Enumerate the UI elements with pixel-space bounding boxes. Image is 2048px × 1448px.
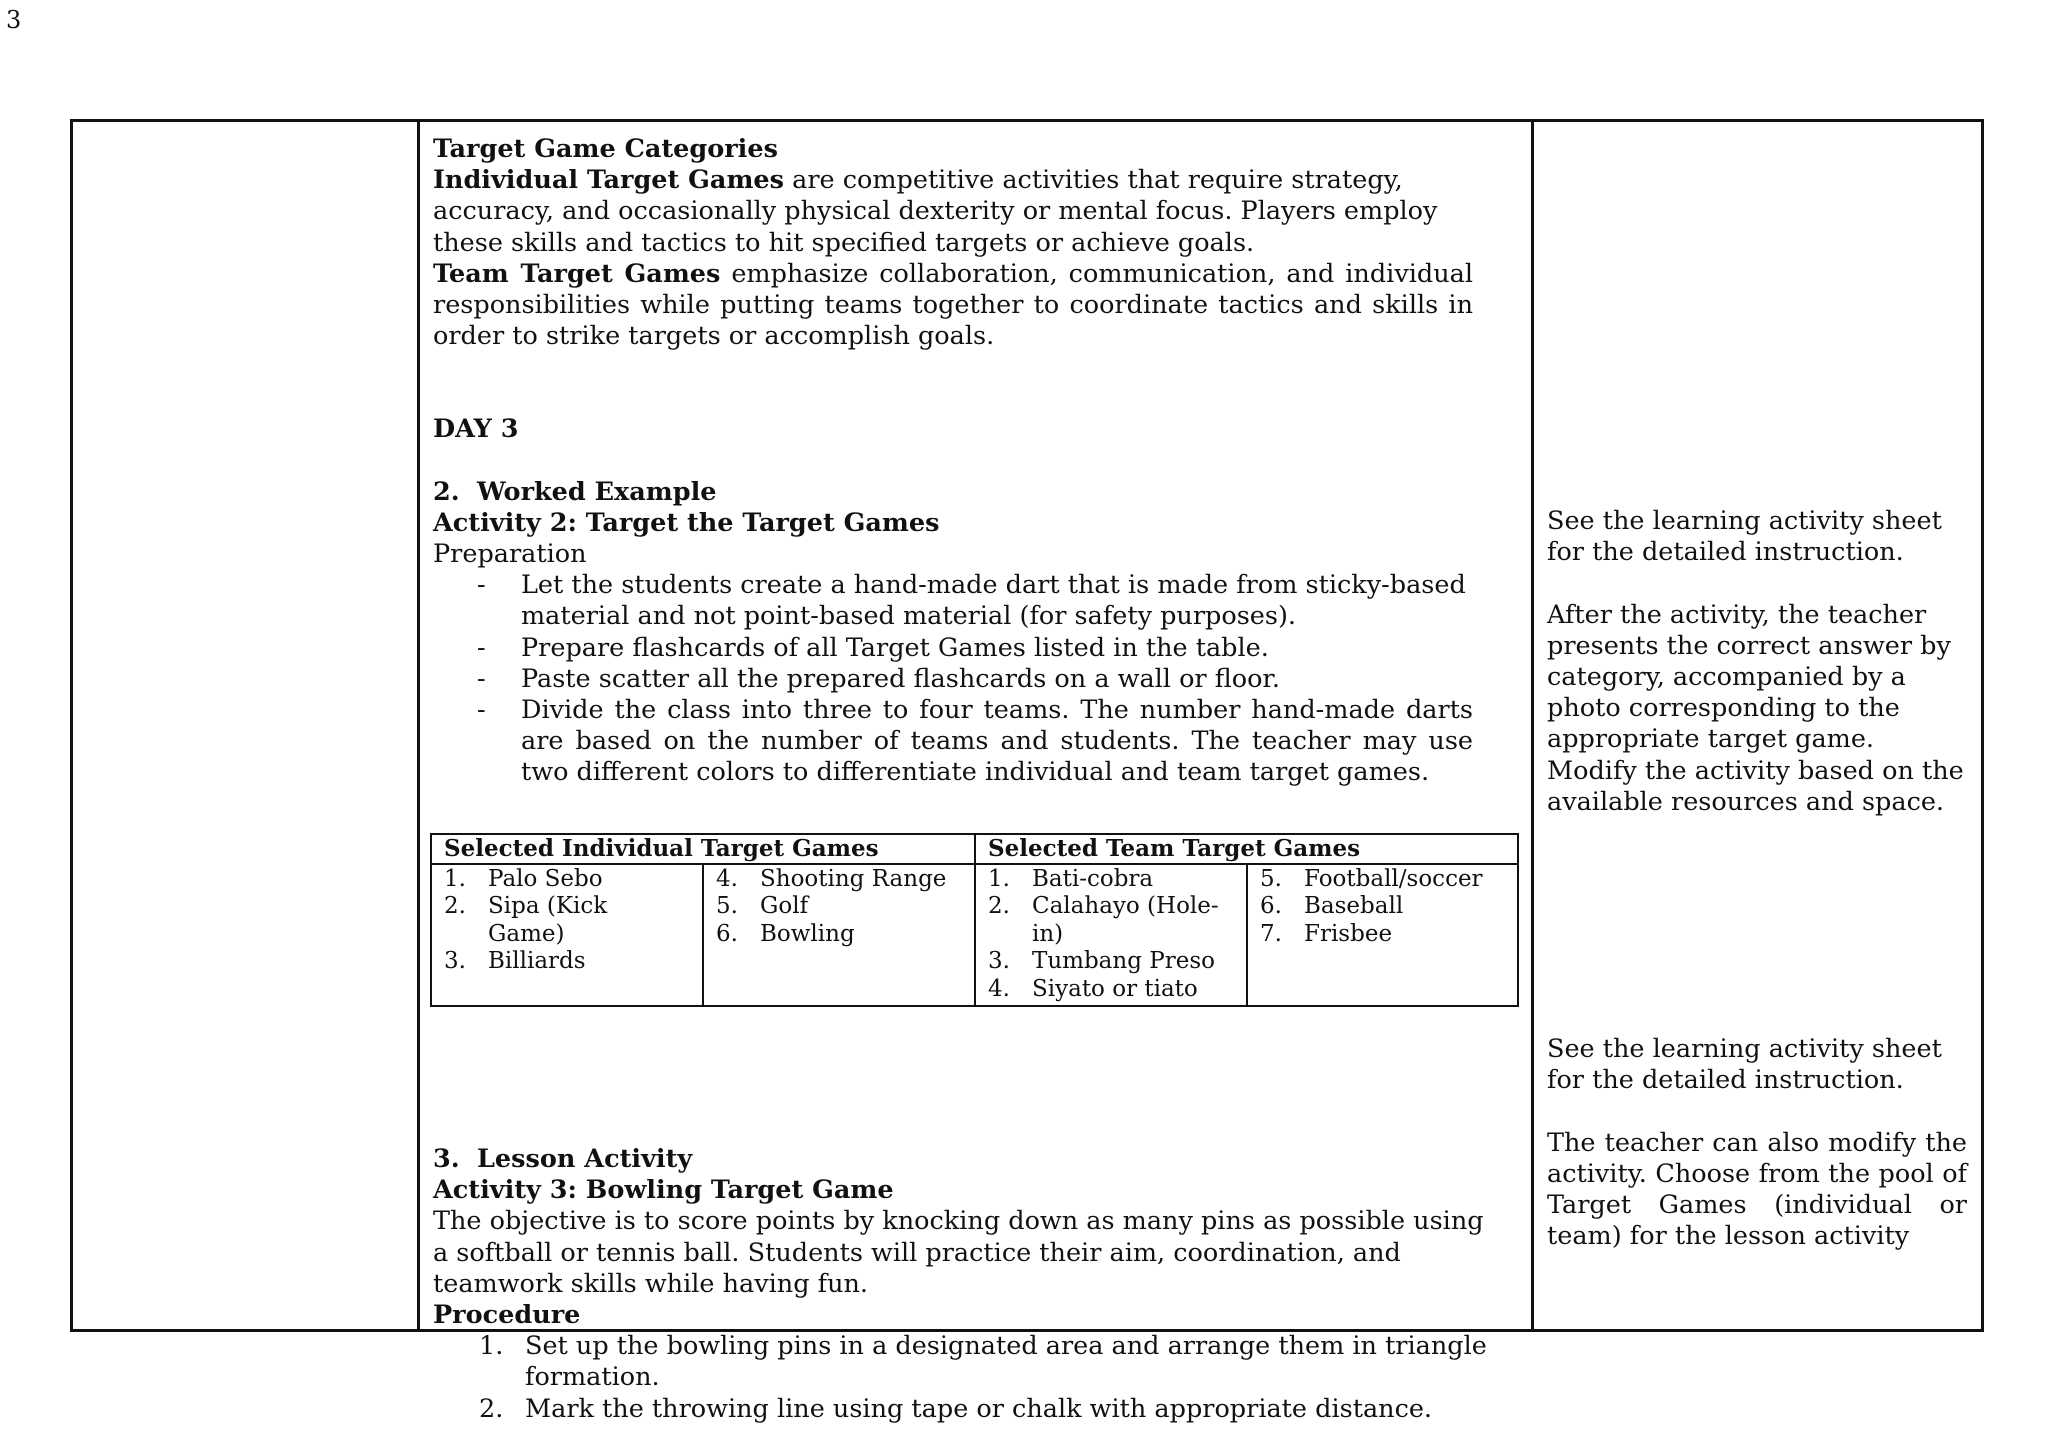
list-item <box>988 948 1234 976</box>
item-number: 4. <box>716 865 738 892</box>
list-item <box>988 866 1234 894</box>
individual-games-cell-2 <box>703 864 975 1007</box>
dash-marker: - <box>477 695 486 726</box>
spacer <box>433 446 1473 477</box>
game-name: Calahayo (Hole-in) <box>1032 893 1219 947</box>
table-header-row <box>431 834 1518 864</box>
individual-term: Individual Target Games <box>433 165 785 196</box>
procedure-text: Mark the throwing line using tape or chalk with appropriate distance. <box>525 1393 1433 1424</box>
left-column <box>73 122 420 1329</box>
list-item <box>433 695 1473 789</box>
game-name: Billiards <box>488 948 586 974</box>
list-item <box>433 664 1473 695</box>
game-name: Bowling <box>760 920 855 947</box>
game-name: Golf <box>760 893 809 919</box>
list-item <box>988 976 1234 1004</box>
list-item <box>716 893 962 921</box>
item-number: 2. <box>988 893 1010 919</box>
main-column <box>420 122 1534 1424</box>
procedure-text: Set up the bowling pins in a designated area and arrange them in triangle formation. <box>525 1331 1487 1393</box>
step-text: Paste scatter all the prepared flashcards on a wall or floor. <box>521 663 1280 694</box>
note-text: See the learning activity sheet for the detailed instruction. <box>1547 506 1942 568</box>
individual-paragraph <box>433 165 1473 259</box>
list-item <box>433 1394 1493 1425</box>
team-games-cell-2 <box>1247 864 1518 1007</box>
spacer <box>433 352 1473 414</box>
list-item <box>1260 866 1505 894</box>
note-text: The teacher can also modify the activity. Choose from the pool of Target Games (individual or team) for the lesson activity <box>1547 1127 1967 1252</box>
activity-2-title: Activity 2: Target the Target Games <box>433 507 940 538</box>
preparation-list <box>433 570 1473 788</box>
worked-example-heading <box>433 477 1473 508</box>
activity-3-note <box>1547 1034 1967 1252</box>
team-games-header: Selected Team Target Games <box>975 834 1518 864</box>
dash-marker: - <box>477 632 486 663</box>
item-number: 6. <box>716 920 738 947</box>
procedure-label: Procedure <box>433 1300 581 1331</box>
game-name: Palo Sebo <box>488 865 603 892</box>
team-text: emphasize collaboration, communication, and individual responsibilities while putting teams together to coordinate tactics and skills in order to strike targets or accomplish goals. <box>433 258 1473 352</box>
preparation-label: Preparation <box>433 539 587 570</box>
activity-2-note <box>1547 506 1967 818</box>
game-name: Siyato or tiato <box>1032 975 1198 1002</box>
activity-3-title: Activity 3: Bowling Target Game <box>433 1175 894 1206</box>
step-text: Let the students create a hand-made dart that is made from sticky-based material and not point-based material (for safety purposes). <box>521 570 1466 632</box>
individual-games-header: Selected Individual Target Games <box>431 834 975 864</box>
main-content <box>433 134 1473 789</box>
team-term: Team Target Games <box>433 258 721 289</box>
note-text: After the activity, the teacher presents the correct answer by category, accompanied by a photo corresponding to the appropriate target game. Modify the activity based on the available resources and space. <box>1547 599 1964 817</box>
categories-heading: Target Game Categories <box>433 134 778 164</box>
list-item <box>1260 921 1505 949</box>
note-text: See the learning activity sheet for the detailed instruction. <box>1547 1034 1942 1096</box>
team-paragraph <box>433 259 1473 353</box>
game-name: Football/soccer <box>1304 865 1483 892</box>
individual-games-cell-1 <box>431 864 703 1007</box>
game-name: Tumbang Preso <box>1032 948 1215 974</box>
list-item <box>433 1331 1493 1393</box>
procedure-list <box>433 1331 1493 1425</box>
page-number: 3 <box>6 6 22 34</box>
lesson-activity-title: Lesson Activity <box>477 1144 693 1174</box>
game-name: Sipa (Kick Game) <box>488 893 608 947</box>
list-item <box>716 866 962 894</box>
list-item <box>444 948 690 976</box>
game-name: Frisbee <box>1304 920 1393 947</box>
target-games-table <box>430 833 1519 1007</box>
game-name: Bati-cobra <box>1032 865 1154 892</box>
list-item <box>716 921 962 949</box>
item-number: 4. <box>988 975 1010 1002</box>
right-column <box>1534 122 1981 1329</box>
item-number: 5. <box>716 893 738 919</box>
game-name: Shooting Range <box>760 865 947 892</box>
worked-example-number: 2. <box>433 476 460 507</box>
list-item <box>433 570 1473 632</box>
step-text: Prepare flashcards of all Target Games listed in the table. <box>521 632 1269 663</box>
day-label: DAY 3 <box>433 414 519 445</box>
item-number: 3. <box>988 948 1010 974</box>
item-number: 1. <box>444 865 466 892</box>
list-item <box>444 866 690 894</box>
item-number: 7. <box>1260 920 1282 947</box>
individual-text: are competitive activities that require strategy, accuracy, and occasionally physical dexterity or mental focus. Players employ these skills and tactics to hit specified targets or achieve goals. <box>433 165 1438 258</box>
team-games-cell-1 <box>975 864 1247 1007</box>
item-number: 1. <box>988 865 1010 892</box>
objective-paragraph: The objective is to score points by knocking down as many pins as possible using a softball or tennis ball. Students will practice their aim, coordination, and teamwork skills while having fun. <box>433 1206 1484 1299</box>
item-number: 2. <box>479 1393 504 1424</box>
item-number: 3. <box>444 948 466 974</box>
dash-marker: - <box>477 570 486 601</box>
step-text: Divide the class into three to four teams. The number hand-made darts are based on the number of teams and students. The teacher may use two different colors to differentiate individual and team target games. <box>521 695 1473 788</box>
item-number: 1. <box>479 1331 504 1362</box>
lesson-plan-table <box>70 119 1984 1424</box>
worked-example-title: Worked Example <box>477 476 717 507</box>
dash-marker: - <box>477 663 486 694</box>
item-number: 2. <box>444 893 466 919</box>
item-number: 6. <box>1260 893 1282 919</box>
game-name: Baseball <box>1304 893 1404 919</box>
list-item <box>1260 893 1505 921</box>
lesson-activity-number: 3. <box>433 1144 460 1174</box>
list-item <box>988 893 1234 948</box>
lesson-activity-heading <box>433 1144 1493 1175</box>
item-number: 5. <box>1260 865 1282 892</box>
list-item <box>433 633 1473 664</box>
lesson-activity-block <box>433 1144 1493 1425</box>
table-row <box>431 864 1518 1007</box>
list-item <box>444 893 690 948</box>
